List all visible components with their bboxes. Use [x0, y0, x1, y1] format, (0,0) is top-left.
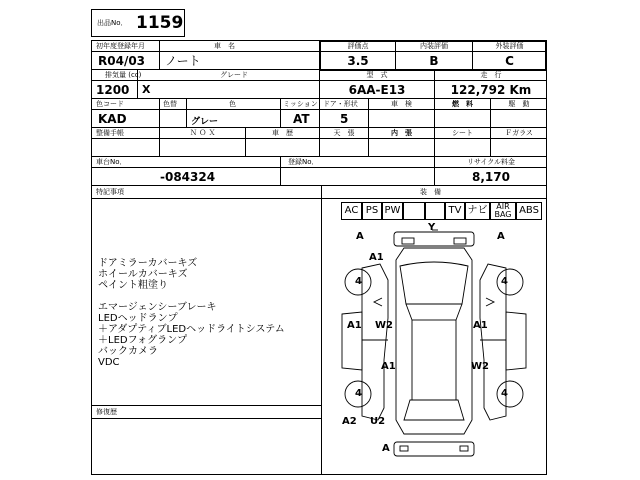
equip-abs: ABS	[516, 202, 542, 220]
seat-label: シート	[452, 129, 473, 137]
damage-rear-u2: U2	[370, 416, 386, 427]
reg-label: 登録No．	[288, 158, 319, 166]
mileage-label: 走 行	[480, 71, 502, 79]
lot-number: 1159	[136, 13, 184, 33]
sunroof-label: 天 張	[333, 129, 355, 137]
displacement-label: 排気量 (cc)	[105, 71, 142, 79]
doors-label: ドア・形状	[323, 100, 358, 108]
maintenance-label: 整備手帳	[96, 129, 124, 137]
note-line: ペイント粗塗り	[98, 280, 168, 291]
note-line: VDC	[98, 357, 120, 368]
equip-ps: PS	[362, 202, 382, 220]
displacement-value: 1200	[96, 83, 130, 97]
note-line: ＋LEDフォグランプ	[98, 335, 188, 346]
damage-rear-left-a1: A1	[381, 361, 396, 372]
note-line: ＋アダプティブLEDヘッドライトシステム	[98, 324, 285, 335]
mission-value: AT	[293, 112, 310, 126]
grade-label: グレード	[220, 71, 248, 79]
damage-fr-wheel: 4	[501, 276, 508, 287]
equip-blank	[425, 202, 445, 220]
note-line: ホイールカバーキズ	[98, 269, 188, 280]
damage-left-front-door: A1	[347, 320, 362, 331]
damage-front-right-a: A	[497, 231, 505, 242]
color-label: 色	[229, 100, 236, 108]
damage-front-left-a: A	[356, 231, 364, 242]
type-label: 型 式	[366, 71, 388, 79]
damage-right-front-door: A1	[473, 320, 488, 331]
first-reg-label: 初年度登録年月	[96, 42, 145, 50]
recycle-label: リサイクル料金	[466, 158, 516, 166]
equip-airbag: AIR BAG	[490, 202, 516, 220]
equip-tv: TV	[445, 202, 465, 220]
damage-rr-wheel: 4	[501, 388, 508, 399]
lot-number-box	[91, 9, 185, 37]
note-line: ドアミラーカバーキズ	[98, 258, 198, 269]
exterior-value: C	[505, 54, 514, 68]
doors-value: 5	[340, 112, 349, 126]
grade-value: X	[142, 83, 151, 96]
chassis-value: -084324	[160, 170, 216, 184]
repair-history-label: 修復歴	[96, 408, 117, 416]
score-label: 評価点	[347, 42, 369, 50]
color-code-value: KAD	[98, 112, 127, 126]
exterior-label: 外装評価	[495, 42, 524, 50]
equip-blank	[403, 202, 425, 220]
damage-rear-right-w2: W2	[471, 361, 489, 372]
damage-hood-a1: A1	[369, 252, 384, 263]
glass-label: Ｆガラス	[505, 129, 533, 137]
lot-number-label: 出品No．	[97, 19, 128, 27]
equipment-label: 装 備	[420, 188, 441, 196]
interior-value: B	[429, 54, 439, 68]
fuel-label: 燃 料	[452, 100, 473, 108]
drive-label: 駆 動	[508, 100, 530, 108]
interior-label: 内装評価	[420, 42, 448, 50]
note-line: バックカメラ	[98, 346, 158, 357]
damage-left-front-door-w2: W2	[375, 320, 393, 331]
note-line: エマージェンシーブレーキ	[98, 302, 217, 313]
note-line: LEDヘッドランプ	[98, 313, 178, 324]
score-value: 3.5	[347, 54, 369, 68]
mission-label: ミッション	[283, 100, 318, 108]
damage-rear-a: A	[382, 443, 390, 454]
inspection-label: 車 検	[391, 100, 412, 108]
damage-front-y: Y	[428, 222, 436, 233]
equip-ac: AC	[341, 202, 362, 220]
model-value: ノート	[165, 54, 201, 68]
color-change-label: 色替	[163, 100, 177, 108]
model-label: 車 名	[214, 42, 235, 50]
chassis-label: 車台No．	[96, 158, 127, 166]
damage-fl-wheel: 4	[355, 276, 362, 287]
history-label: 車 歴	[272, 129, 293, 137]
equip-navi: ナビ	[465, 202, 490, 220]
type-value: 6AA-E13	[348, 83, 406, 97]
first-reg-value: R04/03	[98, 54, 146, 68]
nox-label: Ｎ Ｏ Ｘ	[190, 129, 216, 137]
recycle-value: 8,170	[472, 170, 510, 184]
inner-label: 内 張	[391, 129, 412, 137]
color-code-label: 色コード	[96, 100, 124, 108]
special-notes-label: 特記事項	[96, 188, 124, 196]
damage-rear-a2: A2	[342, 416, 357, 427]
damage-rl-wheel: 4	[355, 388, 362, 399]
car-damage-diagram	[322, 220, 546, 474]
color-value: グレー	[191, 117, 219, 127]
equip-pw: PW	[382, 202, 403, 220]
mileage-value: 122,792 Km	[450, 83, 532, 97]
